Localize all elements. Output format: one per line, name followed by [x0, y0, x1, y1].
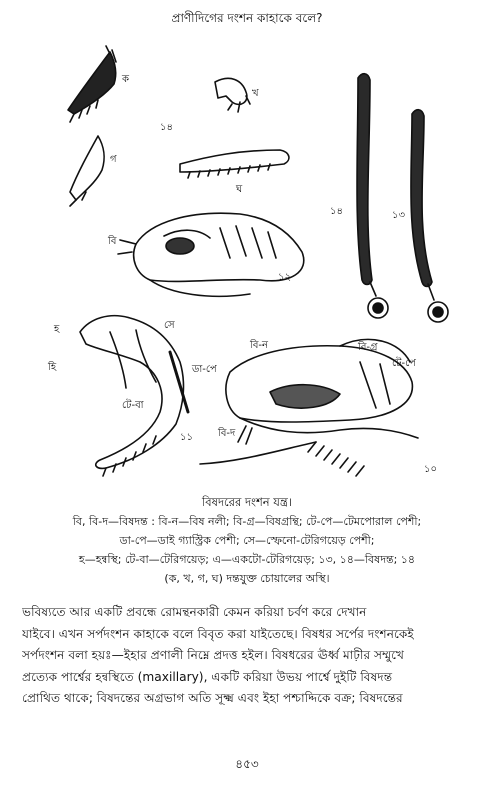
- jaw-bone-gha: [180, 150, 289, 178]
- fang-14: [357, 74, 388, 318]
- label-14-jaws: ১৪: [160, 122, 173, 133]
- jaw-bone-kha: [215, 78, 250, 112]
- label-13-fang: ১৩: [392, 210, 405, 221]
- legend-line: (ক, খ, গ, ঘ) দন্তযুক্ত চোয়ালের অস্থি।: [164, 572, 330, 585]
- label-dape: ডা-পে: [192, 364, 217, 375]
- body-line: প্রত্যেক পার্শ্বের হন্বস্থিতে (maxillary), একটি করিয়া উভয় পার্শ্বে দুইটি বিষদন্ত: [22, 669, 393, 684]
- label-14-fang: ১৪: [330, 206, 343, 217]
- label-bigra: বি-গ্র: [358, 342, 378, 353]
- jaw-bone-ga: [70, 136, 104, 206]
- running-head: প্রাণীদিগের দংশন কাহাকে বলে?: [171, 11, 323, 25]
- label-ha: হ: [54, 324, 60, 335]
- legend-line: হ—হন্বস্থি; টে-বা—টেরিগয়েড়; এ—একটো-টেরিগয়েড়; ১৩, ১৪—বিষদন্ত; ১৪: [78, 553, 416, 566]
- snake-fang-figure: [40, 32, 460, 482]
- label-gha: ঘ: [236, 184, 243, 195]
- figure-drawing: [40, 32, 460, 482]
- label-bina: বি-ন: [250, 340, 269, 351]
- body-line: ভবিষ্যতে আর একটি প্রবন্ধে রোমন্থনকারী কেমন করিয়া চর্বণ করে দেখান: [22, 605, 367, 619]
- label-bi: বি: [108, 236, 117, 247]
- body-line: সর্পদংশন বলা হয়ঃ—ইহার প্রণালী নিম্নে প্রদত্ত হইল। বিষধরের ঊর্ধ্ব মাঢ়ীর সম্মুখে: [22, 648, 405, 662]
- fang-13: [411, 110, 448, 322]
- figure-legend: [18, 512, 476, 588]
- body-paragraph: [22, 602, 474, 710]
- snake-skull: [118, 213, 304, 296]
- label-10: ১০: [424, 464, 437, 475]
- legend-line: বি, বি-দ—বিষদন্ত : বি-ন—বিষ নলী; বি-গ্র—বিষগ্রন্থি; টে-পে—টেমপোরাল পেশী;: [72, 515, 422, 528]
- label-teba: টে-বা: [122, 400, 144, 411]
- jaw-bone-ka: [68, 46, 116, 122]
- label-se: সে: [164, 320, 175, 331]
- label-tepe: টে-পে: [392, 358, 416, 369]
- label-hi: হি: [48, 362, 57, 373]
- page-number: ৪৫৩: [235, 757, 259, 771]
- legend-line: ডা-পে—ডাই গ্যাস্ট্রিক পেশী; সে—স্ফেনো-টেরিগয়েড় পেশী;: [119, 534, 375, 547]
- skull-open-mouth: [80, 316, 188, 476]
- label-ga: গ: [110, 154, 117, 165]
- figure-caption: বিষদরের দংশন যন্ত্র।: [201, 495, 293, 509]
- label-kha: খ: [252, 88, 259, 99]
- body-line: যাইবে। এখন সর্পদংশন কাহাকে বলে বিবৃত করা যাইতেছে। বিষধর সর্পের দংশনকেই: [22, 626, 414, 641]
- label-bida: বি-দ: [218, 428, 236, 439]
- label-12: ১২: [278, 272, 291, 283]
- body-line: প্রোথিত থাকে; বিষদন্তের অগ্রভাগ অতি সূক্ষ্ম এবং ইহা পশ্চাদ্দিকে বক্র; বিষদন্তের: [22, 691, 403, 705]
- label-11: ১১: [180, 432, 193, 443]
- snake-head: [200, 339, 418, 476]
- label-ka: ক: [122, 74, 129, 85]
